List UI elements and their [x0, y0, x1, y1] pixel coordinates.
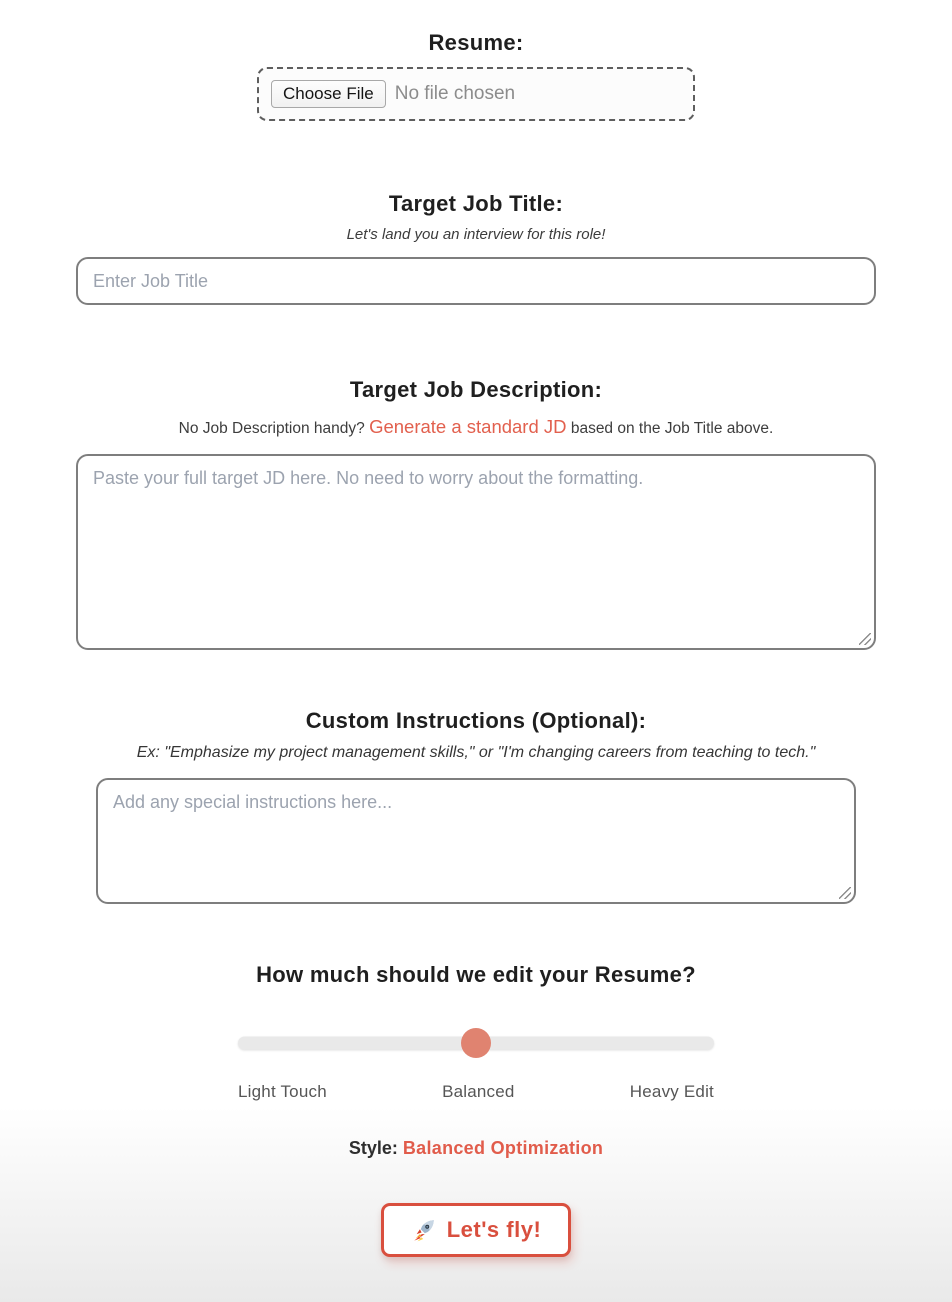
- jd-helper-suffix: based on the Job Title above.: [566, 420, 774, 437]
- job-title-heading: Target Job Title:: [388, 191, 564, 216]
- job-title-section: [0, 191, 952, 305]
- custom-instructions-section: [0, 708, 952, 904]
- rocket-icon: [411, 1217, 437, 1243]
- slider-label-heavy-edit: Heavy Edit: [629, 1082, 714, 1101]
- lets-fly-label: Let's fly!: [446, 1217, 542, 1242]
- edit-level-heading: How much should we edit your Resume?: [256, 962, 696, 987]
- job-title-subtitle: Let's land you an interview for this role!: [346, 226, 606, 243]
- job-description-textarea[interactable]: [76, 454, 876, 650]
- slider-thumb[interactable]: [461, 1028, 491, 1058]
- resume-file-input[interactable]: [257, 67, 695, 121]
- lets-fly-button[interactable]: [381, 1203, 572, 1257]
- style-summary-line: [0, 1138, 952, 1159]
- custom-instructions-textarea[interactable]: [96, 778, 856, 904]
- custom-instructions-example: Ex: "Emphasize my project management skills," or "I'm changing careers from teaching to tech.": [136, 744, 816, 761]
- choose-file-button[interactable]: Choose File: [271, 80, 386, 108]
- job-description-heading: Target Job Description:: [349, 377, 603, 402]
- slider-label-light-touch: Light Touch: [238, 1082, 327, 1101]
- resume-heading: Resume:: [428, 30, 524, 55]
- custom-textarea-wrap: [96, 778, 856, 904]
- custom-instructions-heading: Custom Instructions (Optional):: [305, 708, 647, 733]
- slider-label-balanced: Balanced: [442, 1082, 515, 1101]
- generate-jd-link[interactable]: Generate a standard JD: [369, 416, 567, 437]
- style-label: Style:: [348, 1138, 398, 1158]
- edit-level-slider[interactable]: [238, 1028, 714, 1058]
- file-chosen-status: No file chosen: [394, 83, 516, 104]
- slider-labels: [238, 1082, 714, 1102]
- jd-helper-prefix: No Job Description handy?: [178, 420, 370, 437]
- resume-section: [0, 30, 952, 121]
- style-value: Balanced Optimization: [402, 1138, 604, 1158]
- jd-textarea-wrap: [76, 454, 876, 650]
- submit-row: [0, 1203, 952, 1302]
- jd-helper-line: [0, 416, 952, 438]
- edit-level-section: [0, 962, 952, 1159]
- job-description-section: [0, 377, 952, 650]
- job-title-input[interactable]: [76, 257, 876, 305]
